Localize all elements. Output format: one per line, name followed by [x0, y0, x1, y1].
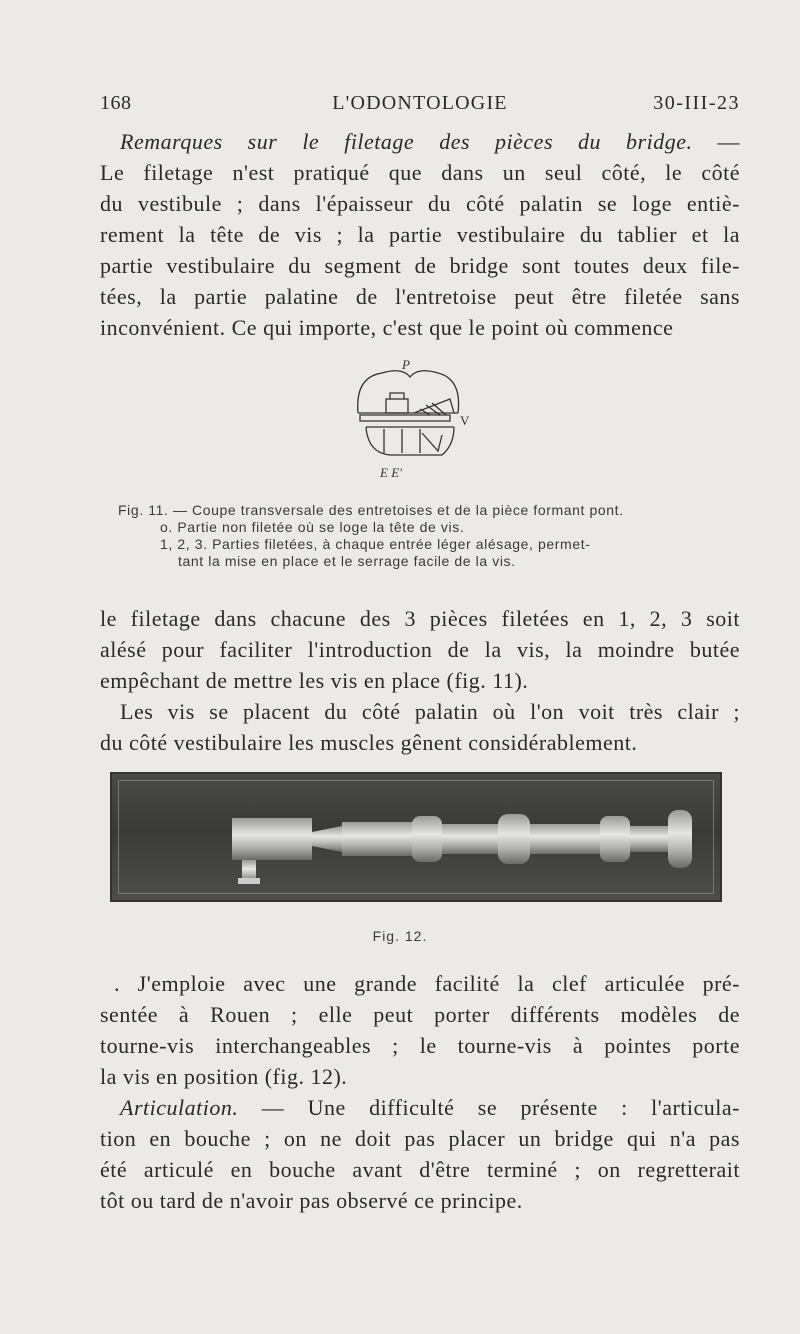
- text-line: tées, la partie palatine de l'entretoise peut être filetée sans: [100, 284, 740, 309]
- screwdriver-illustration: [112, 774, 720, 900]
- text-fragment: — Une difficulté se présente : l'articula-: [261, 1095, 740, 1120]
- caption-line: o. Partie non filetée où se loge la tête de vis.: [160, 519, 465, 535]
- text-line: du vestibule ; dans l'épaisseur du côté palatin se loge entiè-: [100, 191, 740, 216]
- figure-label-e: E E': [380, 465, 402, 480]
- figure-12-photo: [110, 772, 722, 902]
- running-header: [100, 92, 740, 122]
- figure-label-p: P: [402, 357, 410, 372]
- paragraph-filetage: [100, 126, 740, 343]
- journal-title: L'ODONTOLOGIE: [332, 92, 508, 114]
- paragraph-clef: [100, 968, 740, 1092]
- text-line: sentée à Rouen ; elle peut porter différents modèles de: [100, 1002, 740, 1027]
- text-line: le filetage dans chacune des 3 pièces filetées en 1, 2, 3 soit: [100, 606, 740, 631]
- section-heading: Articulation.: [120, 1095, 239, 1120]
- text-line: alésé pour faciliter l'introduction de la vis, la moindre butée: [100, 637, 740, 662]
- text-line: . J'emploie avec une grande facilité la clef articulée pré-: [114, 971, 740, 996]
- text-line: rement la tête de vis ; la partie vestibulaire du tablier et la: [100, 222, 740, 247]
- caption-line: tant la mise en place et le serrage facile de la vis.: [178, 553, 516, 569]
- issue-date: 30-III-23: [653, 92, 740, 114]
- section-heading: Remarques sur le filetage des pièces du bridge.: [120, 129, 693, 154]
- text-line: du côté vestibulaire les muscles gênent considérablement.: [100, 730, 638, 755]
- text-line: Les vis se placent du côté palatin où l'on voit très clair ;: [120, 699, 740, 724]
- text-line: inconvénient. Ce qui importe, c'est que le point où commence: [100, 315, 674, 340]
- paragraph-alesage: [100, 603, 740, 758]
- caption-line: Fig. 11. — Coupe transversale des entretoises et de la pièce formant pont.: [118, 502, 624, 518]
- text-line: empêchant de mettre les vis en place (fig. 11).: [100, 668, 529, 693]
- figure-11-caption: [118, 502, 730, 570]
- text-line: tion en bouche ; on ne doit pas placer un bridge qui n'a pas: [100, 1126, 740, 1151]
- text-line: [100, 1092, 740, 1123]
- caption-line: 1, 2, 3. Parties filetées, à chaque entrée léger alésage, permet-: [160, 536, 591, 552]
- text-line: partie vestibulaire du segment de bridge sont toutes deux file-: [100, 253, 740, 278]
- text-line: tôt ou tard de n'avoir pas observé ce principe.: [100, 1188, 523, 1213]
- text-line: tourne-vis interchangeables ; le tourne-vis à pointes porte: [100, 1033, 740, 1058]
- text-line: la vis en position (fig. 12).: [100, 1064, 348, 1089]
- figure-label-v: V: [460, 413, 470, 428]
- figure-11-sketch: [330, 355, 490, 485]
- paragraph-articulation: [100, 1092, 740, 1216]
- text-line: été articulé en bouche avant d'être terminé ; on regretterait: [100, 1157, 740, 1182]
- text-line: Le filetage n'est pratiqué que dans un seul côté, le côté: [100, 160, 740, 185]
- text-line: Remarques sur le filetage des pièces du bridge. —: [120, 129, 740, 154]
- figure-12-label: Fig. 12.: [372, 928, 428, 944]
- page-number: 168: [100, 92, 132, 114]
